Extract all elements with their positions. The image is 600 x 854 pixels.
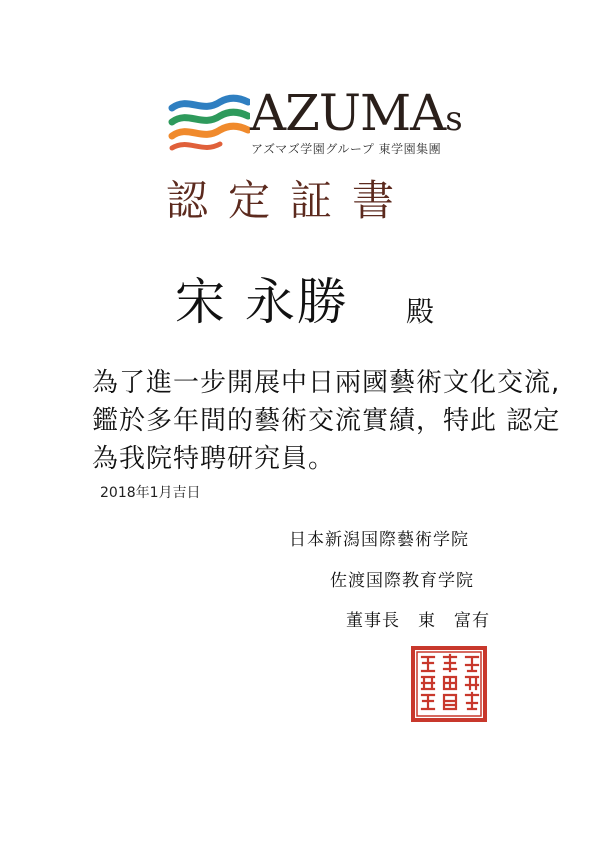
official-seal-icon xyxy=(410,645,488,723)
certificate-title: 認定証書 xyxy=(166,176,415,225)
logo-waves-icon xyxy=(168,92,250,154)
brand-subtitle: アズマズ学園グループ 東学園集團 xyxy=(251,142,442,156)
body-line-1: 為了進一步開展中日兩國藝術文化交流, xyxy=(92,368,561,398)
signatory-chair: 董事長 東 富有 xyxy=(346,611,490,631)
brand-small: s xyxy=(445,99,462,139)
recipient-honorific: 殿 xyxy=(406,295,435,328)
signatory-org-2: 佐渡国際教育学院 xyxy=(330,571,474,591)
signatory-org-1: 日本新潟国際藝術学院 xyxy=(289,530,469,550)
brand-main: AZUMA xyxy=(250,84,446,142)
recipient-name: 宋 永勝 xyxy=(175,273,349,331)
body-line-3: 為我院特聘研究員。 xyxy=(92,444,336,474)
brand-logo-text xyxy=(250,84,462,142)
issue-date: 2018年1月吉日 xyxy=(100,485,201,501)
body-line-2: 鑑於多年間的藝術交流實績，特此 認定 xyxy=(92,406,561,436)
